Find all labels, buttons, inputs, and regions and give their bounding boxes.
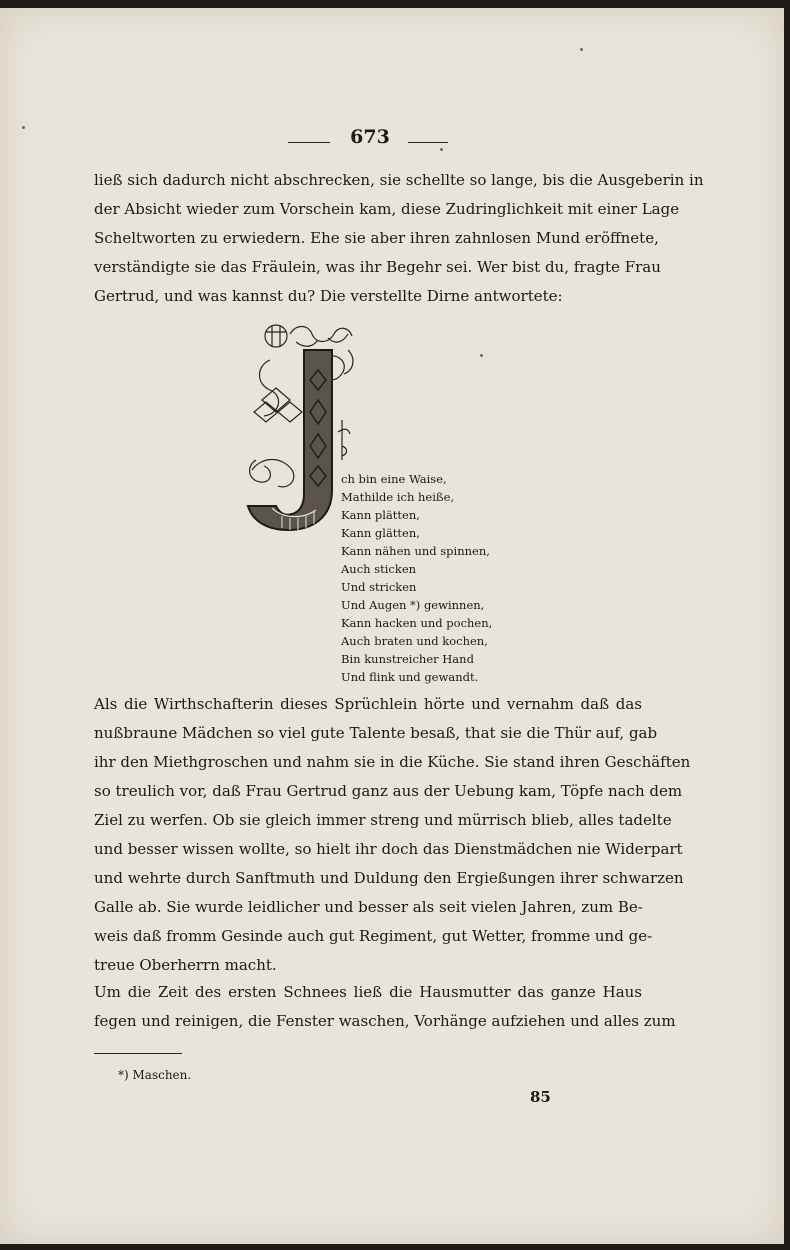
text-line: Als die Wirthschafterin dieses Sprüchlein hörte und vernahm daß das [94,695,642,713]
header-rule-left [288,142,330,143]
text-line: fegen und reinigen, die Fenster waschen, Vorhänge aufziehen und alles zum [94,1012,676,1030]
page-number: 673 [350,126,390,148]
text-line: Gertrud, und was kannst du? Die verstellte Dirne antwortete: [94,287,563,305]
page-header [0,126,784,156]
poem-line: Kann plätten, [341,508,420,522]
header-rule-right [408,142,448,143]
paper-speck [22,126,25,129]
poem-line: Auch braten und kochen, [341,634,488,648]
poem [341,470,511,686]
poem-line: ch bin eine Waise, [341,472,447,486]
poem-line: Und flink und gewandt. [341,670,479,684]
poem-line: Und Augen *) gewinnen, [341,598,485,612]
poem-line: Kann glätten, [341,526,420,540]
poem-line: Und stricken [341,580,417,594]
poem-line: Kann hacken und pochen, [341,616,493,630]
paragraph-2 [94,690,691,980]
book-page [0,8,784,1244]
footnote: *) Maschen. [118,1068,192,1082]
poem-line: Bin kunstreicher Hand [341,652,474,666]
text-line: Ziel zu werfen. Ob sie gleich immer streng und mürrisch blieb, alles tadelte [94,811,672,829]
text-line: Um die Zeit des ersten Schnees ließ die Hausmutter das ganze Haus [94,983,642,1001]
paper-speck [440,148,443,151]
paragraph-1 [94,166,704,311]
text-line: der Absicht wieder zum Vorschein kam, diese Zudringlichkeit mit einer Lage [94,200,680,218]
footnote-rule [94,1053,182,1054]
paper-speck [480,354,483,357]
paragraph-3 [94,978,676,1036]
text-line: weis daß fromm Gesinde auch gut Regiment, gut Wetter, fromme und ge- [94,927,653,945]
text-line: Scheltworten zu erwiedern. Ehe sie aber ihren zahnlosen Mund eröffnete, [94,229,659,247]
text-line: nußbraune Mädchen so viel gute Talente besaß, that sie die Thür auf, gab [94,724,658,742]
poem-line: Auch sticken [341,562,417,576]
text-line: verständigte sie das Fräulein, was ihr Begehr sei. Wer bist du, fragte Frau [94,258,661,276]
text-line: und besser wissen wollte, so hielt ihr doch das Dienstmädchen nie Widerpart [94,840,683,858]
text-line: und wehrte durch Sanftmuth und Duldung den Ergießungen ihrer schwarzen [94,869,684,887]
paper-speck [580,48,583,51]
text-line: so treulich vor, daß Frau Gertrud ganz aus der Uebung kam, Töpfe nach dem [94,782,683,800]
signature-mark: 85 [530,1088,551,1106]
text-line: Galle ab. Sie wurde leidlicher und besser als seit vielen Jahren, zum Be- [94,898,643,916]
poem-line: Kann nähen und spinnen, [341,544,490,558]
text-line: ließ sich dadurch nicht abschrecken, sie schellte so lange, bis die Ausgeberin in [94,171,704,189]
text-line: treue Oberherrn macht. [94,956,277,974]
poem-line: Mathilde ich heiße, [341,490,455,504]
text-line: ihr den Miethgroschen und nahm sie in die Küche. Sie stand ihren Geschäften [94,753,691,771]
